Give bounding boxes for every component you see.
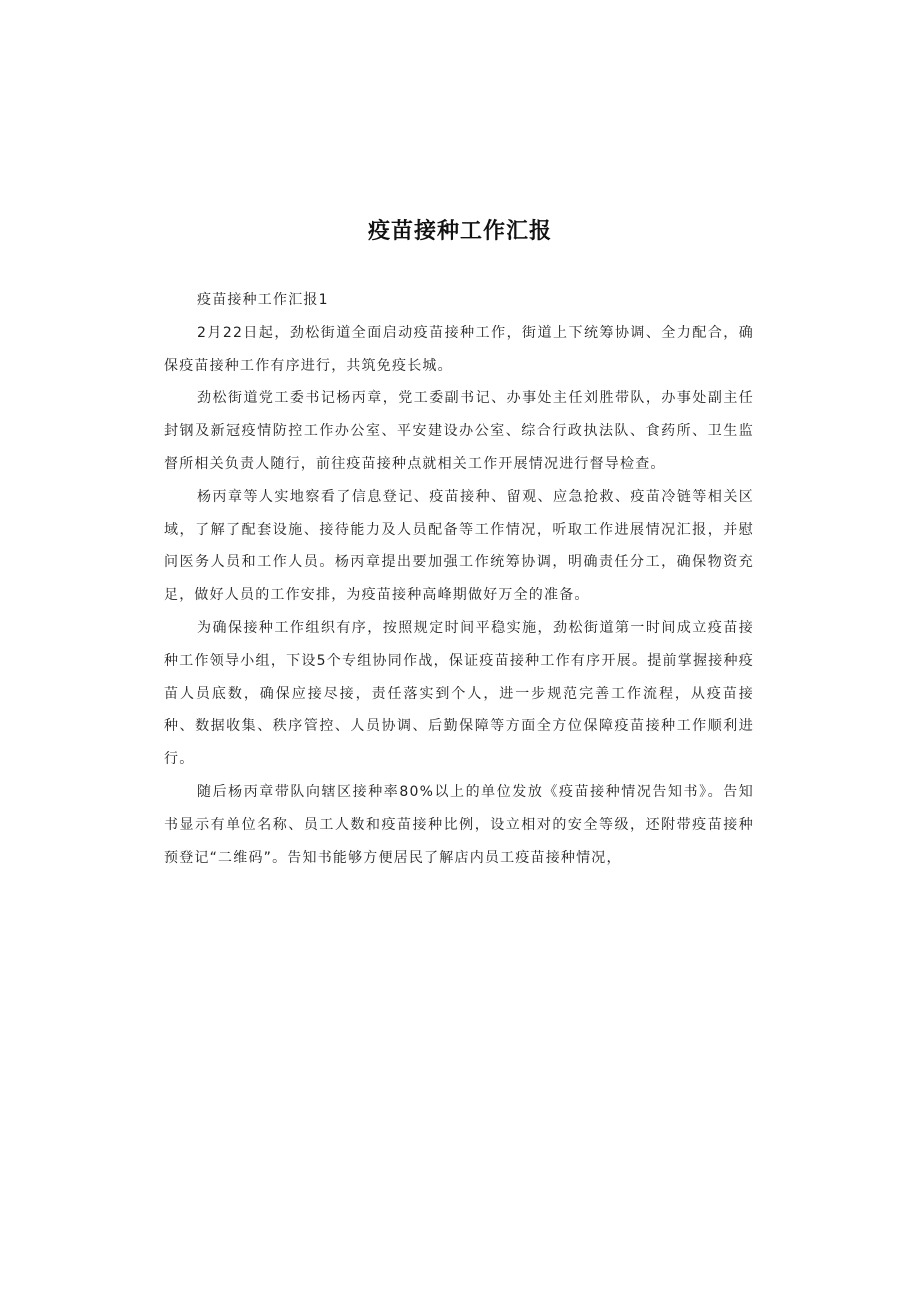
paragraph-5: 随后杨丙章带队向辖区接种率80%以上的单位发放《疫苗接种情况告知书》。告知书显示有单位名称、员工人数和疫苗接种比例，设立相对的安全等级，还附带疫苗接种预登记“二维码”。告知书能够方便居民了解店内员工疫苗接种情况， xyxy=(164,783,754,866)
paragraph-2: 劲松街道党工委书记杨丙章，党工委副书记、办事处主任刘胜带队，办事处副主任封钢及新冠疫情防控工作办公室、平安建设办公室、综合行政执法队、食药所、卫生监督所相关负责人随行，前往疫苗接种点就相关工作开展情况进行督导检查。 xyxy=(164,390,754,472)
paragraph-3: 杨丙章等人实地察看了信息登记、疫苗接种、留观、应急抢救、疫苗冷链等相关区域，了解了配套设施、接待能力及人员配备等工作情况，听取工作进展情况汇报，并慰问医务人员和工作人员。杨丙章提出要加强工作统筹协调，明确责任分工，确保物资充足，做好人员的工作安排，为疫苗接种高峰期做好万全的准备。 xyxy=(164,488,754,604)
document-title: 疫苗接种工作汇报 xyxy=(367,219,552,244)
paragraph-1: 2月22日起，劲松街道全面启动疫苗接种工作，街道上下统筹协调、全力配合，确保疫苗接种工作有序进行，共筑免疫长城。 xyxy=(164,324,754,374)
document-body xyxy=(164,284,754,874)
paragraph-4: 为确保接种工作组织有序，按照规定时间平稳实施，劲松街道第一时间成立疫苗接种工作领导小组，下设5个专组协同作战，保证疫苗接种工作有序开展。提前掌握接种疫苗人员底数，确保应接尽接，责任落实到个人，进一步规范完善工作流程，从疫苗接种、数据收集、秩序管控、人员协调、后勤保障等方面全方位保障疫苗接种工作顺利进行。 xyxy=(164,619,754,768)
section-heading: 疫苗接种工作汇报1 xyxy=(197,292,329,308)
